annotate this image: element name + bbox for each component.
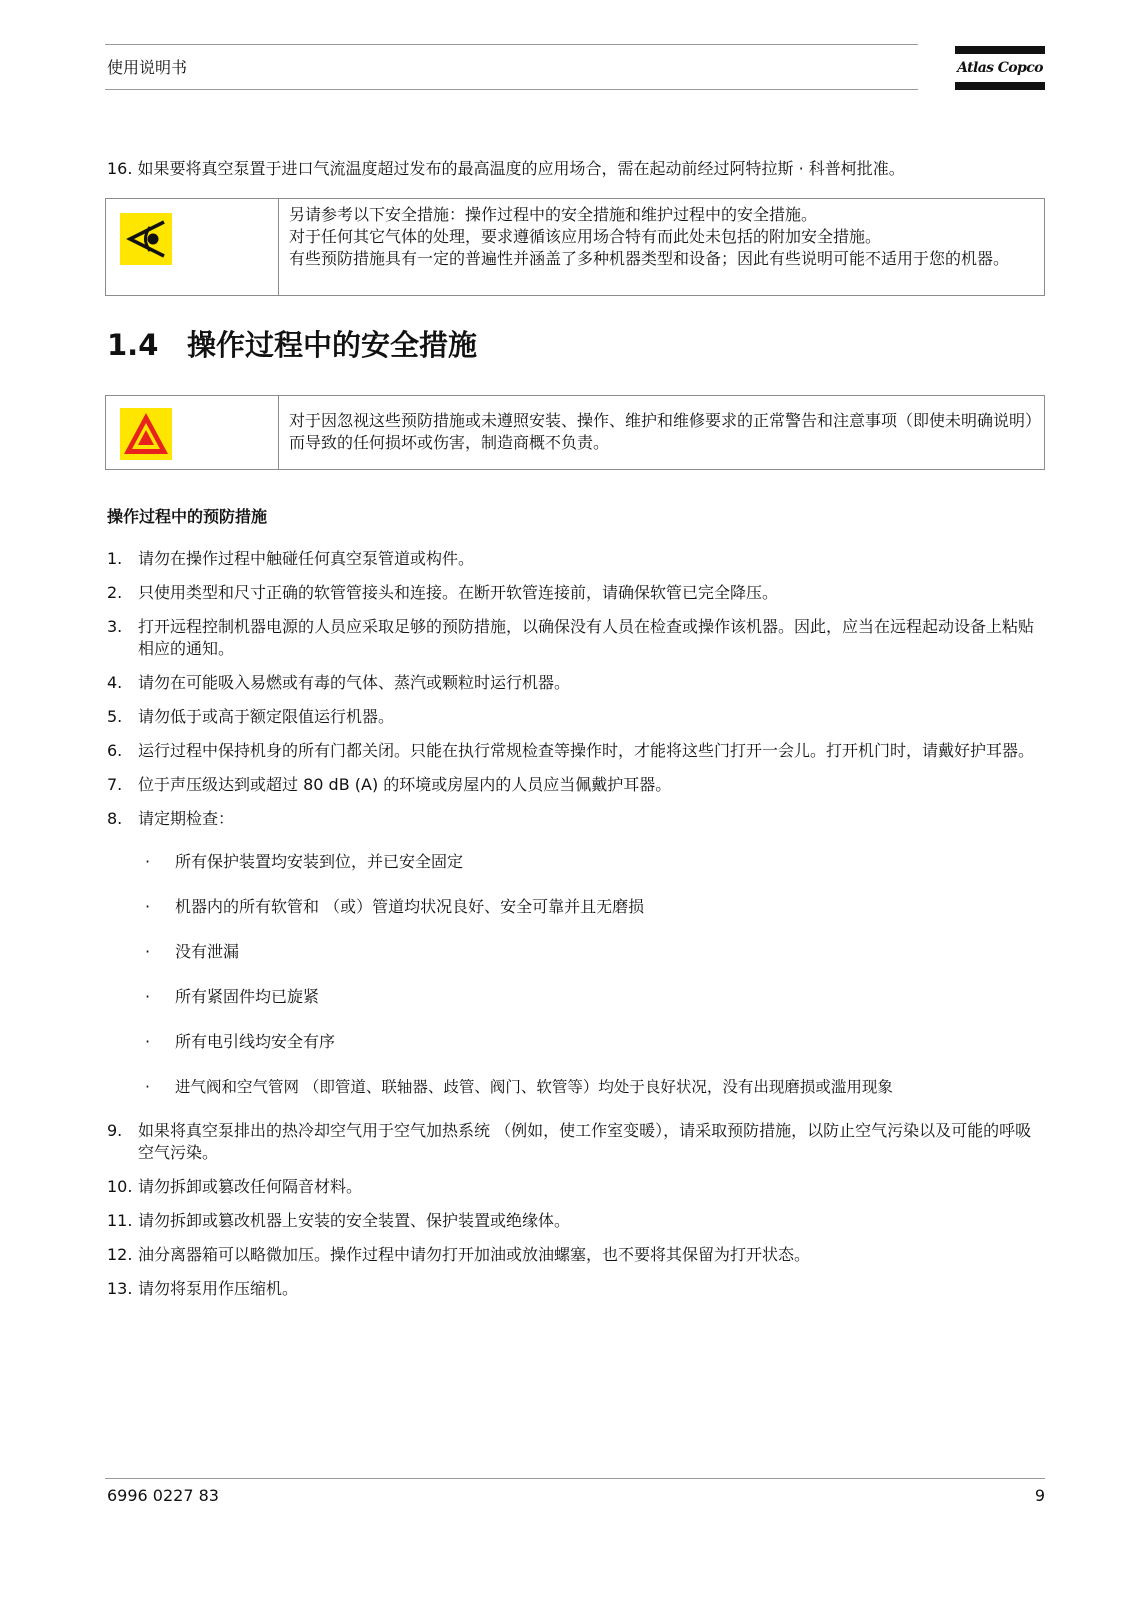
- section-number: 1.4: [107, 328, 159, 362]
- warning-text: 对于因忽视这些预防措施或未遵照安装、操作、维护和维修要求的正常警告和注意事项（即使未明确说明）而导致的任何损坏或伤害，制造商概不负责。: [289, 411, 1034, 452]
- eye-icon: [120, 213, 172, 265]
- document-number: 6996 0227 83: [107, 1486, 219, 1505]
- intro-item: 16. 如果要将真空泵置于进口气流温度超过发布的最高温度的应用场合，需在起动前经过阿特拉斯 · 科普柯批准。: [107, 159, 905, 178]
- notice-line: 对于任何其它气体的处理，要求遵循该应用场合特有而此处未包括的附加安全措施。: [289, 227, 882, 246]
- list-item: 10. 请勿拆卸或篡改任何隔音材料。: [107, 1177, 363, 1196]
- brand-logo-text: Atlas Copco: [957, 60, 1043, 76]
- list-item: 1. 请勿在操作过程中触碰任何真空泵管道或构件。: [107, 549, 475, 568]
- list-item: 8. 请定期检查：: [107, 809, 235, 828]
- header-title: 使用说明书: [107, 58, 188, 77]
- list-item: 9. 如果将真空泵排出的热冷却空气用于空气加热系统 （例如，使工作室变暖），请采取预防措施，以防止空气污染以及可能的呼吸空气污染。: [107, 1121, 1032, 1162]
- warning-icon-cell: [106, 396, 279, 469]
- notice-text: [279, 199, 1044, 295]
- check-item: · 所有保护装置均安装到位，并已安全固定: [145, 852, 464, 871]
- list-item: 7. 位于声压级达到或超过 80 dB (A) 的环境或房屋内的人员应当佩戴护耳器。: [107, 775, 672, 794]
- header-rule-top: [105, 44, 918, 45]
- check-item: · 所有紧固件均已旋紧: [145, 987, 320, 1006]
- subheading: 操作过程中的预防措施: [107, 507, 268, 526]
- section-heading: 操作过程中的安全措施: [187, 328, 478, 362]
- list-item: 6. 运行过程中保持机身的所有门都关闭。只能在执行常规检查等操作时，才能将这些门打开一会儿。打开机门时，请戴好护耳器。: [107, 741, 1035, 760]
- check-item: · 进气阀和空气管网 （即管道、联轴器、歧管、阀门、软管等）均处于良好状况，没有出现磨损或滥用现象: [145, 1078, 893, 1096]
- header-rule-bottom: [105, 89, 918, 90]
- list-item: 13. 请勿将泵用作压缩机。: [107, 1279, 299, 1298]
- notice-line: 另请参考以下安全措施：操作过程中的安全措施和维护过程中的安全措施。: [289, 205, 818, 224]
- list-item: 2. 只使用类型和尺寸正确的软管管接头和连接。在断开软管连接前，请确保软管已完全降压。: [107, 583, 779, 602]
- list-item: 11. 请勿拆卸或篡改机器上安装的安全装置、保护装置或绝缘体。: [107, 1211, 571, 1230]
- section-title: [107, 327, 477, 363]
- notice-icon-cell: [106, 199, 279, 295]
- footer-rule: [105, 1478, 1045, 1479]
- check-item: · 所有电引线均安全有序: [145, 1032, 336, 1051]
- list-item: 3. 打开远程控制机器电源的人员应采取足够的预防措施，以确保没有人员在检查或操作该机器。因此，应当在远程起动设备上粘贴相应的通知。: [107, 617, 1035, 658]
- page-number: 9: [1034, 1486, 1045, 1505]
- brand-logo: [955, 46, 1045, 92]
- check-item: · 没有泄漏: [145, 942, 240, 961]
- warning-triangle-icon: [120, 408, 172, 460]
- notice-line: 有些预防措施具有一定的普遍性并涵盖了多种机器类型和设备；因此有些说明可能不适用于您的机器。: [289, 249, 1010, 268]
- check-item: · 机器内的所有软管和 （或）管道均状况良好、安全可靠并且无磨损: [145, 897, 645, 916]
- notice-box: [105, 198, 1045, 296]
- list-item: 12. 油分离器箱可以略微加压。操作过程中请勿打开加油或放油螺塞，也不要将其保留为打开状态。: [107, 1245, 811, 1264]
- warning-box: [105, 395, 1045, 470]
- list-item: 5. 请勿低于或高于额定限值运行机器。: [107, 707, 395, 726]
- list-item: 4. 请勿在可能吸入易燃或有毒的气体、蒸汽或颗粒时运行机器。: [107, 673, 571, 692]
- precaution-list: [107, 548, 1042, 1312]
